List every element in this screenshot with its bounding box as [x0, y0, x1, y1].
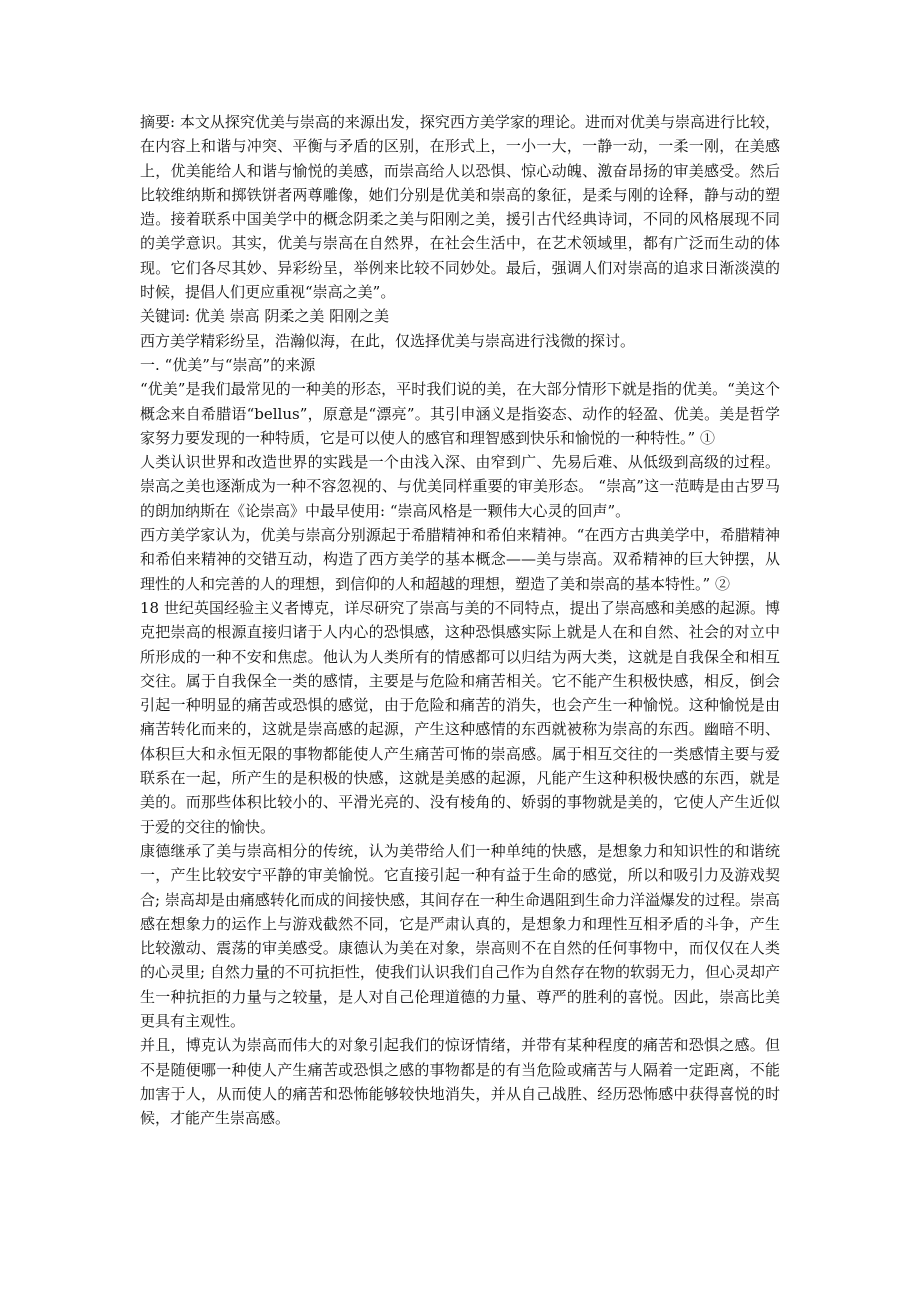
- document-body: [140, 110, 780, 1130]
- keywords-line: 关键词: 优美 崇高 阴柔之美 阳刚之美: [140, 307, 390, 326]
- body-paragraph-burke: 18 世纪英国经验主义者博克，详尽研究了崇高与美的不同特点，提出了崇高感和美感的起源。博克把崇高的根源直接归诸于人内心的恐惧感，这种恐惧感实际上就是人在和自然、社会的对立中所形成的一种不安和焦虑。他认为人类所有的情感都可以归结为两大类，这就是自我保全和相互交往。属于自我保全一类的感情，主要是与危险和痛苦相关。它不能产生积极快感，相反，倒会引起一种明显的痛苦或恐惧的感觉，由于危险和痛苦的消失，也会产生一种愉悦。这种愉悦是由痛苦转化而来的，这就是崇高感的起源，产生这种感情的东西就被称为崇高的东西。幽暗不明、体积巨大和永恒无限的事物都能使人产生痛苦可怖的崇高感。属于相互交往的一类感情主要与爱联系在一起，所产生的是积极的快感，这就是美感的起源，凡能产生这种积极快感的东西，就是美的。而那些体积比较小的、平滑光亮的、没有棱角的、娇弱的事物就是美的，它使人产生近似于爱的交往的愉快。: [140, 598, 780, 836]
- body-paragraph-burke-sublime: 并且，博克认为崇高而伟大的对象引起我们的惊讶情绪，并带有某种程度的痛苦和恐惧之感。但不是随便哪一种使人产生痛苦或恐惧之感的事物都是的有当危险或痛苦与人隔着一定距离，不能加害于人，从而使人的痛苦和恐怖能够较快地消失，并从自己战胜、经历恐怖感中获得喜悦的时候，才能产生崇高感。: [140, 1036, 780, 1128]
- body-paragraph-kant: 康德继承了美与崇高相分的传统，认为美带给人们一种单纯的快感，是想象力和知识性的和谐统一，产生比较安宁平静的审美愉悦。它直接引起一种有益于生命的感觉，所以和吸引力及游戏契合; 崇高却是由痛感转化而成的间接快感，其间存在一种生命遇阻到生命力洋溢爆发的过程。崇高感在想象力的运作上与游戏截然不同，它是严肃认真的，是想象力和理性互相矛盾的斗争，产生比较激动、震荡的审美感受。康德认为美在对象，崇高则不在自然的任何事物中，而仅仅在人类的心灵里; 自然力量的不可抗拒性，使我们认识我们自己作为自然存在物的软弱无力，但心灵却产生一种抗拒的力量与之较量，是人对自己伦理道德的力量、尊严的胜利的喜悦。因此，崇高比美更具有主观性。: [140, 841, 780, 1030]
- section-heading: 一. “优美”与“崇高”的来源: [140, 355, 316, 374]
- intro-paragraph: 西方美学精彩纷呈，浩瀚似海，在此，仅选择优美与崇高进行浅微的探讨。: [140, 331, 636, 350]
- abstract-paragraph: 摘要: 本文从探究优美与崇高的来源出发，探究西方美学家的理论。进而对优美与崇高进行比较，在内容上和谐与冲突、平衡与矛盾的区别，在形式上，一小一大，一静一动，一柔一刚，在美感上，优美能给人和谐与愉悦的美感，而崇高给人以恐惧、惊心动魄、激奋昂扬的审美感受。然后比较维纳斯和掷铁饼者两尊雕像，她们分别是优美和崇高的象征，是柔与刚的诠释，静与动的塑造。接着联系中国美学中的概念阴柔之美与阳刚之美，援引古代经典诗词，不同的风格展现不同的美学意识。其实，优美与崇高在自然界，在社会生活中，在艺术领域里，都有广泛而生动的体现。它们各尽其妙、异彩纷呈，举例来比较不同妙处。最后，强调人们对崇高的追求日渐淡漠的时候，提倡人们更应重视“崇高之美”。: [140, 113, 780, 302]
- body-paragraph-chonggao-origin: 人类认识世界和改造世界的实践是一个由浅入深、由窄到广、先易后难、从低级到高级的过程。崇高之美也逐渐成为一种不容忽视的、与优美同样重要的审美形态。 “崇高”这一范畴是由古罗马的朗加纳斯在《论崇高》中最早使用: “崇高风格是一颗伟大心灵的回声”。: [140, 453, 780, 520]
- body-paragraph-western-aesthetics: 西方美学家认为，优美与崇高分别源起于希腊精神和希伯来精神。“在西方古典美学中，希腊精神和希伯来精神的交错互动，构造了西方美学的基本概念——美与崇高。双希精神的巨大钟摆，从理性的人和完善的人的理想，到信仰的人和超越的理想，塑造了美和崇高的基本特性。” ②: [140, 526, 780, 593]
- body-paragraph-youmei: “优美”是我们最常见的一种美的形态，平时我们说的美，在大部分情形下就是指的优美。“美这个概念来自希腊语“bellus”，原意是“漂亮”。其引申涵义是指姿态、动作的轻盈、优美。美是哲学家努力要发现的一种特质，它是可以使人的感官和理智感到快乐和愉悦的一种特性。” ①: [140, 380, 780, 447]
